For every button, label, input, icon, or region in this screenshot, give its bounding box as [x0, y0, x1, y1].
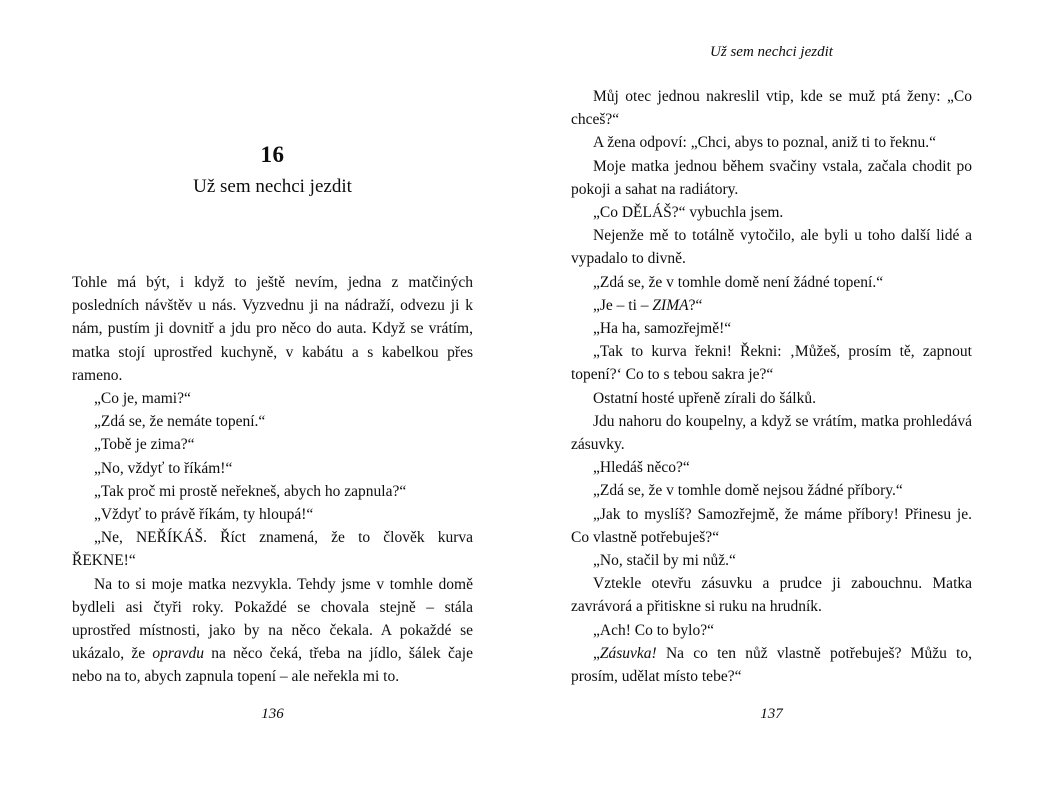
left-page-body-text: [72, 271, 473, 689]
paragraph: [72, 480, 473, 503]
text-run: „Tobě je zima?“: [94, 436, 195, 454]
paragraph: [571, 387, 972, 410]
paragraph: [571, 85, 972, 131]
text-run: „Zdá se, že v tomhle domě nejsou žádné příbory.“: [593, 482, 903, 500]
text-run: „Jak to myslíš? Samozřejmě, že máme příbory! Přinesu je. Co vlastně potřebuješ?“: [571, 505, 972, 546]
text-run: „Zdá se, že nemáte topení.“: [94, 413, 266, 431]
text-run: „Ne, NEŘÍKÁŠ. Říct znamená, že to člověk kurva ŘEKNE!“: [72, 529, 473, 570]
text-run: Ostatní hosté upřeně zírali do šálků.: [593, 389, 816, 407]
text-run: „: [593, 644, 600, 662]
text-run: „Zdá se, že v tomhle domě není žádné topení.“: [593, 273, 884, 291]
text-run: „Co je, mami?“: [94, 390, 191, 408]
text-run: A žena odpoví: „Chci, abys to poznal, aniž ti to řeknu.“: [593, 134, 937, 152]
text-run: „Je – ti –: [593, 296, 653, 314]
text-run: „No, vždyť to říkám!“: [94, 459, 233, 477]
italic-text-run: Zásuvka!: [599, 644, 657, 662]
left-page-number: 136: [261, 706, 284, 722]
text-run: „Ha ha, samozřejmě!“: [593, 320, 732, 338]
paragraph: [72, 410, 473, 433]
paragraph: [571, 224, 972, 270]
text-run: Tohle má být, i když to ještě nevím, jedna z matčiných posledních návštěv u nás. Vyzvednu ji na nádraží, odvezu ji k nám, pustím ji dovnitř a jdu pro něco do auta. Když se vrátím, matka stojí uprostřed kuchyně, v kabátu a s kabelkou přes rameno.: [72, 274, 473, 384]
paragraph: [571, 456, 972, 479]
paragraph: [72, 387, 473, 410]
text-run: Jdu nahoru do koupelny, a když se vrátím, matka prohledává zásuvky.: [571, 412, 972, 454]
paragraph: [571, 619, 972, 642]
text-run: „Tak to kurva řekni! Řekni: ‚Můžeš, prosím tě, zapnout topení?‘ Co to s tebou sakra je?“: [571, 343, 972, 384]
paragraph: [72, 271, 473, 387]
text-run: Můj otec jednou nakreslil vtip, kde se muž ptá ženy: „Co chceš?“: [571, 88, 972, 129]
italic-text-run: opravdu: [152, 645, 205, 663]
paragraph: [72, 573, 473, 689]
chapter-title: Už sem nechci jezdit: [193, 176, 352, 197]
paragraph: [571, 340, 972, 386]
text-run: Na to si moje matka nezvykla. Tehdy jsme v tomhle domě bydleli asi čtyři roky. Pokaždé se chovala stejně – stála uprostřed místnosti, jako by na něco čekala. A pokaždé se ukázalo, že: [72, 575, 473, 663]
left-page: [72, 0, 473, 800]
text-run: na něco čeká, třeba na jídlo, šálek čaje nebo na to, abych zapnula topení – ale neřekla mi to.: [72, 645, 473, 686]
paragraph: [571, 479, 972, 502]
paragraph: [571, 131, 972, 154]
text-run: „Hledáš něco?“: [593, 459, 690, 477]
italic-text-run: ZIMA: [652, 296, 689, 314]
text-run: ?“: [688, 296, 703, 314]
paragraph: [571, 549, 972, 572]
text-run: „Ach! Co to bylo?“: [593, 621, 714, 639]
text-run: „No, stačil by mi nůž.“: [593, 552, 736, 570]
text-run: Nejenže mě to totálně vytočilo, ale byli u toho další lidé a vypadalo to divně.: [571, 227, 972, 268]
paragraph: [571, 572, 972, 618]
running-header: Už sem nechci jezdit: [710, 44, 833, 60]
text-run: „Vždyť to právě říkám, ty hloupá!“: [94, 506, 314, 524]
paragraph: [72, 526, 473, 572]
paragraph: [571, 642, 972, 688]
right-page: [571, 0, 972, 800]
chapter-number: 16: [260, 142, 285, 167]
right-page-body-text: [571, 85, 972, 688]
paragraph: [571, 503, 972, 549]
paragraph: [571, 410, 972, 456]
text-run: „Tak proč mi prostě neřekneš, abych ho zapnula?“: [94, 482, 407, 500]
paragraph: [571, 294, 972, 317]
paragraph: [571, 317, 972, 340]
paragraph: [571, 201, 972, 224]
right-page-number: 137: [760, 706, 783, 722]
text-run: Moje matka jednou během svačiny vstala, začala chodit po pokoji a sahat na radiátory.: [571, 157, 972, 198]
paragraph: [571, 271, 972, 294]
paragraph: [72, 503, 473, 526]
paragraph: [72, 433, 473, 456]
text-run: Vztekle otevřu zásuvku a prudce ji zabouchnu. Matka zavrávorá a přitiskne si ruku na hrudník.: [571, 575, 972, 616]
text-run: „Co DĚLÁŠ?“ vybuchla jsem.: [593, 204, 784, 222]
paragraph: [72, 457, 473, 480]
paragraph: [571, 155, 972, 201]
text-run: Na co ten nůž vlastně potřebuješ? Můžu to, prosím, udělat místo tebe?“: [571, 644, 972, 686]
